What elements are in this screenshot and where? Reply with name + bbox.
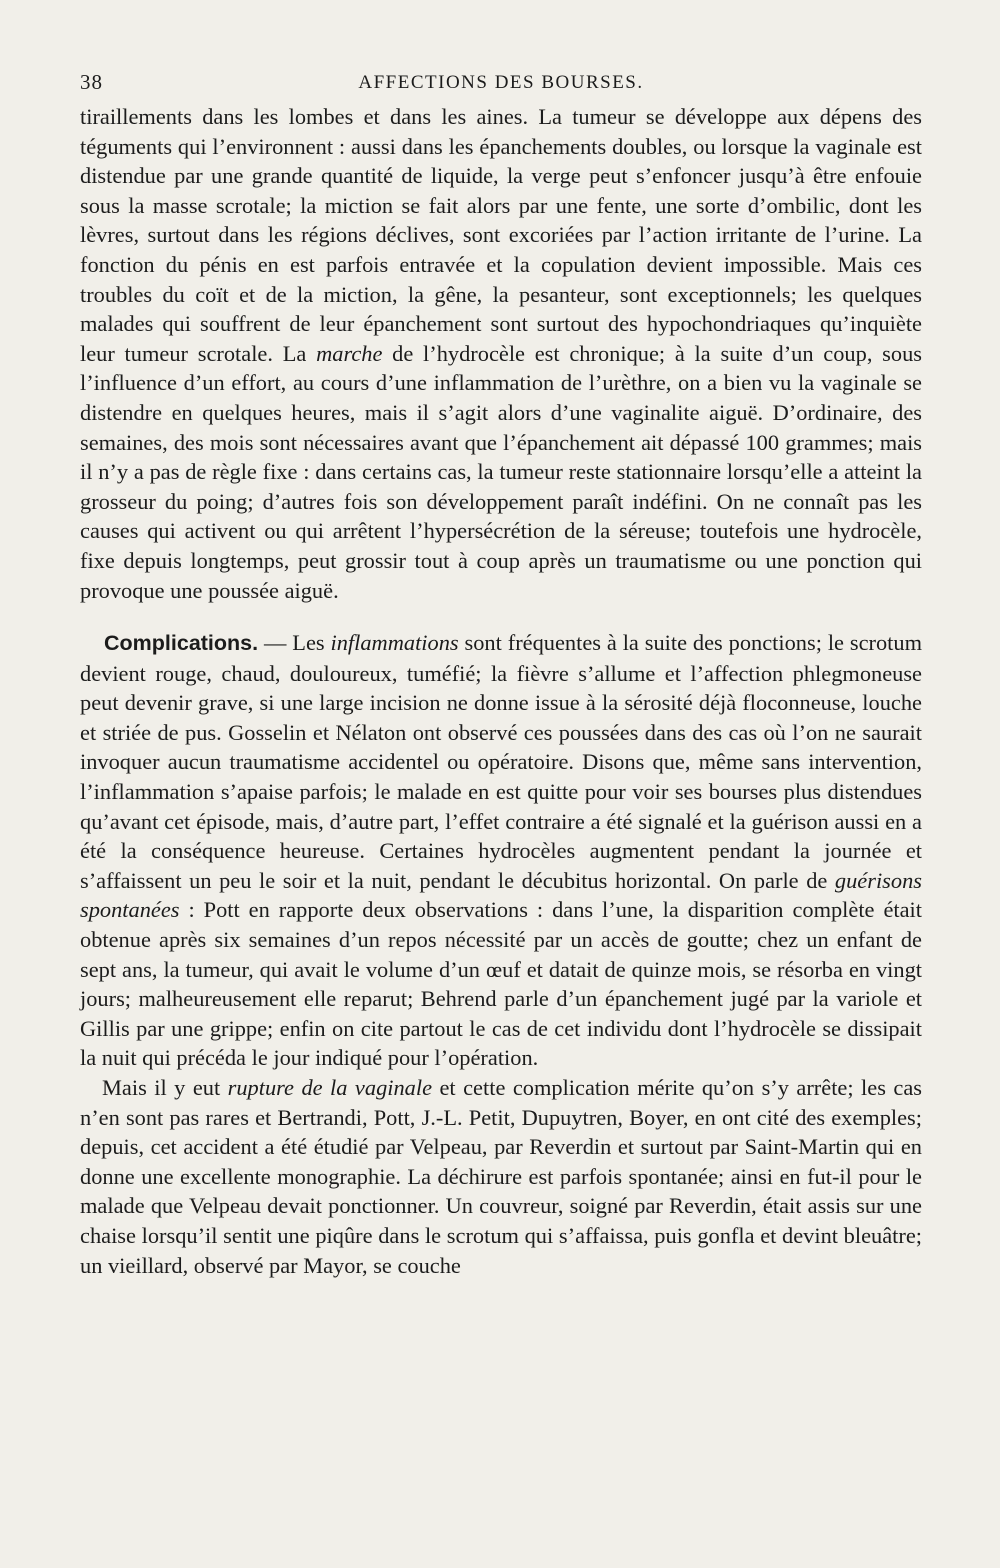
running-title: AFFECTIONS DES BOURSES.	[358, 72, 644, 93]
paragraph-complications	[80, 628, 922, 1073]
text-run: Mais il y eut	[102, 1075, 228, 1100]
paragraph-hydrocele-course	[80, 102, 922, 605]
text-run: — Les	[258, 630, 331, 656]
text-run: : Pott en rapporte deux observations : dans l’une, la disparition complète était obtenue après six semaines d’un repos nécessité par un accès de goutte; chez un enfant de sept ans, la tumeur, qui avait le volume d’un œuf et datait de quinze mois, se résorba en vingt jours; malheureusement elle reparut; Behrend parle d’un épanchement jugé par la variole et Gillis par une grippe; enfin on cite partout le cas de cet individu dont l’hydrocèle se dissipait la nuit qui précéda le jour indiqué pour l’opération.	[80, 897, 922, 1071]
text-run: de l’hydrocèle est chronique; à la suite d’un coup, sous l’influence d’un effort, au cours d’une inflammation de l’urèthre, on a bien vu la vaginale se distendre en quelques heures, mais il s’agit alors d’une vaginalite aiguë. D’ordinaire, des semaines, des mois sont nécessaires avant que l’épanchement ait dépassé 100 grammes; mais il n’y a pas de règle fixe : dans certains cas, la tumeur reste stationnaire lorsqu’elle a atteint la grosseur du poing; d’autres fois son développement paraît indéfini. On ne connaît pas les causes qui activent ou qui arrêtent l’hypersécrétion de la séreuse; toutefois une hydrocèle, fixe depuis longtemps, peut grossir tout à coup après un traumatisme ou une ponction qui provoque une poussée aiguë.	[80, 340, 922, 603]
italic-term-marche: marche	[316, 340, 383, 366]
running-head	[80, 62, 922, 102]
italic-term-guerisons-spontanees: guérisons spontanées	[80, 867, 922, 923]
paragraph-rupture-vaginale	[80, 1073, 922, 1280]
section-heading-complications: Complications.	[104, 631, 259, 656]
text-run: tiraillements dans les lombes et dans les aines. La tumeur se développe aux dépens des téguments qui l’environnent : aussi dans les épanchements doubles, ou lorsque la vaginale est distendue par une grande quantité de liquide, la verge peut s’enfoncer jusqu’à être enfouie sous la masse scrotale; la miction se fait alors par une fente, une sorte d’ombilic, dont les lèvres, surtout dans les régions déclives, sont excoriées par l’action irritante de l’urine. La fonction du pénis en est parfois entravée et la copulation devient impossible. Mais ces troubles du coït et de la miction, la gêne, la pesanteur, sont exceptionnels; les quelques malades qui souffrent de leur épanchement sont surtout des hypochondriaques qu’inquiète leur tumeur scrotale. La	[80, 104, 922, 366]
italic-term-inflammations: inflammations	[330, 630, 459, 656]
page-number: 38	[80, 70, 103, 94]
text-run: et cette complication mérite qu’on s’y arrête; les cas n’en sont pas rares et Bertrandi, Pott, J.-L. Petit, Dupuytren, Boyer, en ont cité des exemples; depuis, cet accident a été étudié par Velpeau, par Reverdin et surtout par Saint-Martin qui en donne une excellente monographie. La déchirure est parfois spontanée; ainsi en fut-il pour le malade que Velpeau devait ponctionner. Un couvreur, soigné par Reverdin, était assis sur une chaise lorsqu’il sentit une piqûre dans le scrotum qui s’affaissa, puis gonfla et devint bleuâtre; un vieillard, observé par Mayor, se couche	[80, 1075, 922, 1278]
text-run: sont fréquentes à la suite des ponctions; le scrotum devient rouge, chaud, douloureux, tuméfié; la fièvre s’allume et l’affection phlegmoneuse peut devenir grave, si une large incision ne donne issue à la sérosité déjà floconneuse, louche et striée de pus. Gosselin et Nélaton ont observé ces poussées dans des cas où l’on ne saurait invoquer aucun traumatisme accidentel ou opératoire. Disons que, même sans intervention, l’inflammation s’apaise parfois; le malade en est quitte pour voir ses bourses plus distendues qu’avant cet épisode, mais, d’autre part, l’effet contraire a été signalé et la guérison aussi en a été la conséquence heureuse. Certaines hydrocèles augmentent pendant la journée et s’affaissent un peu le soir et la nuit, pendant le décubitus horizontal. On parle de	[80, 630, 922, 893]
italic-term-rupture-vaginale: rupture de la vaginale	[227, 1075, 433, 1100]
body-text	[80, 102, 922, 1280]
